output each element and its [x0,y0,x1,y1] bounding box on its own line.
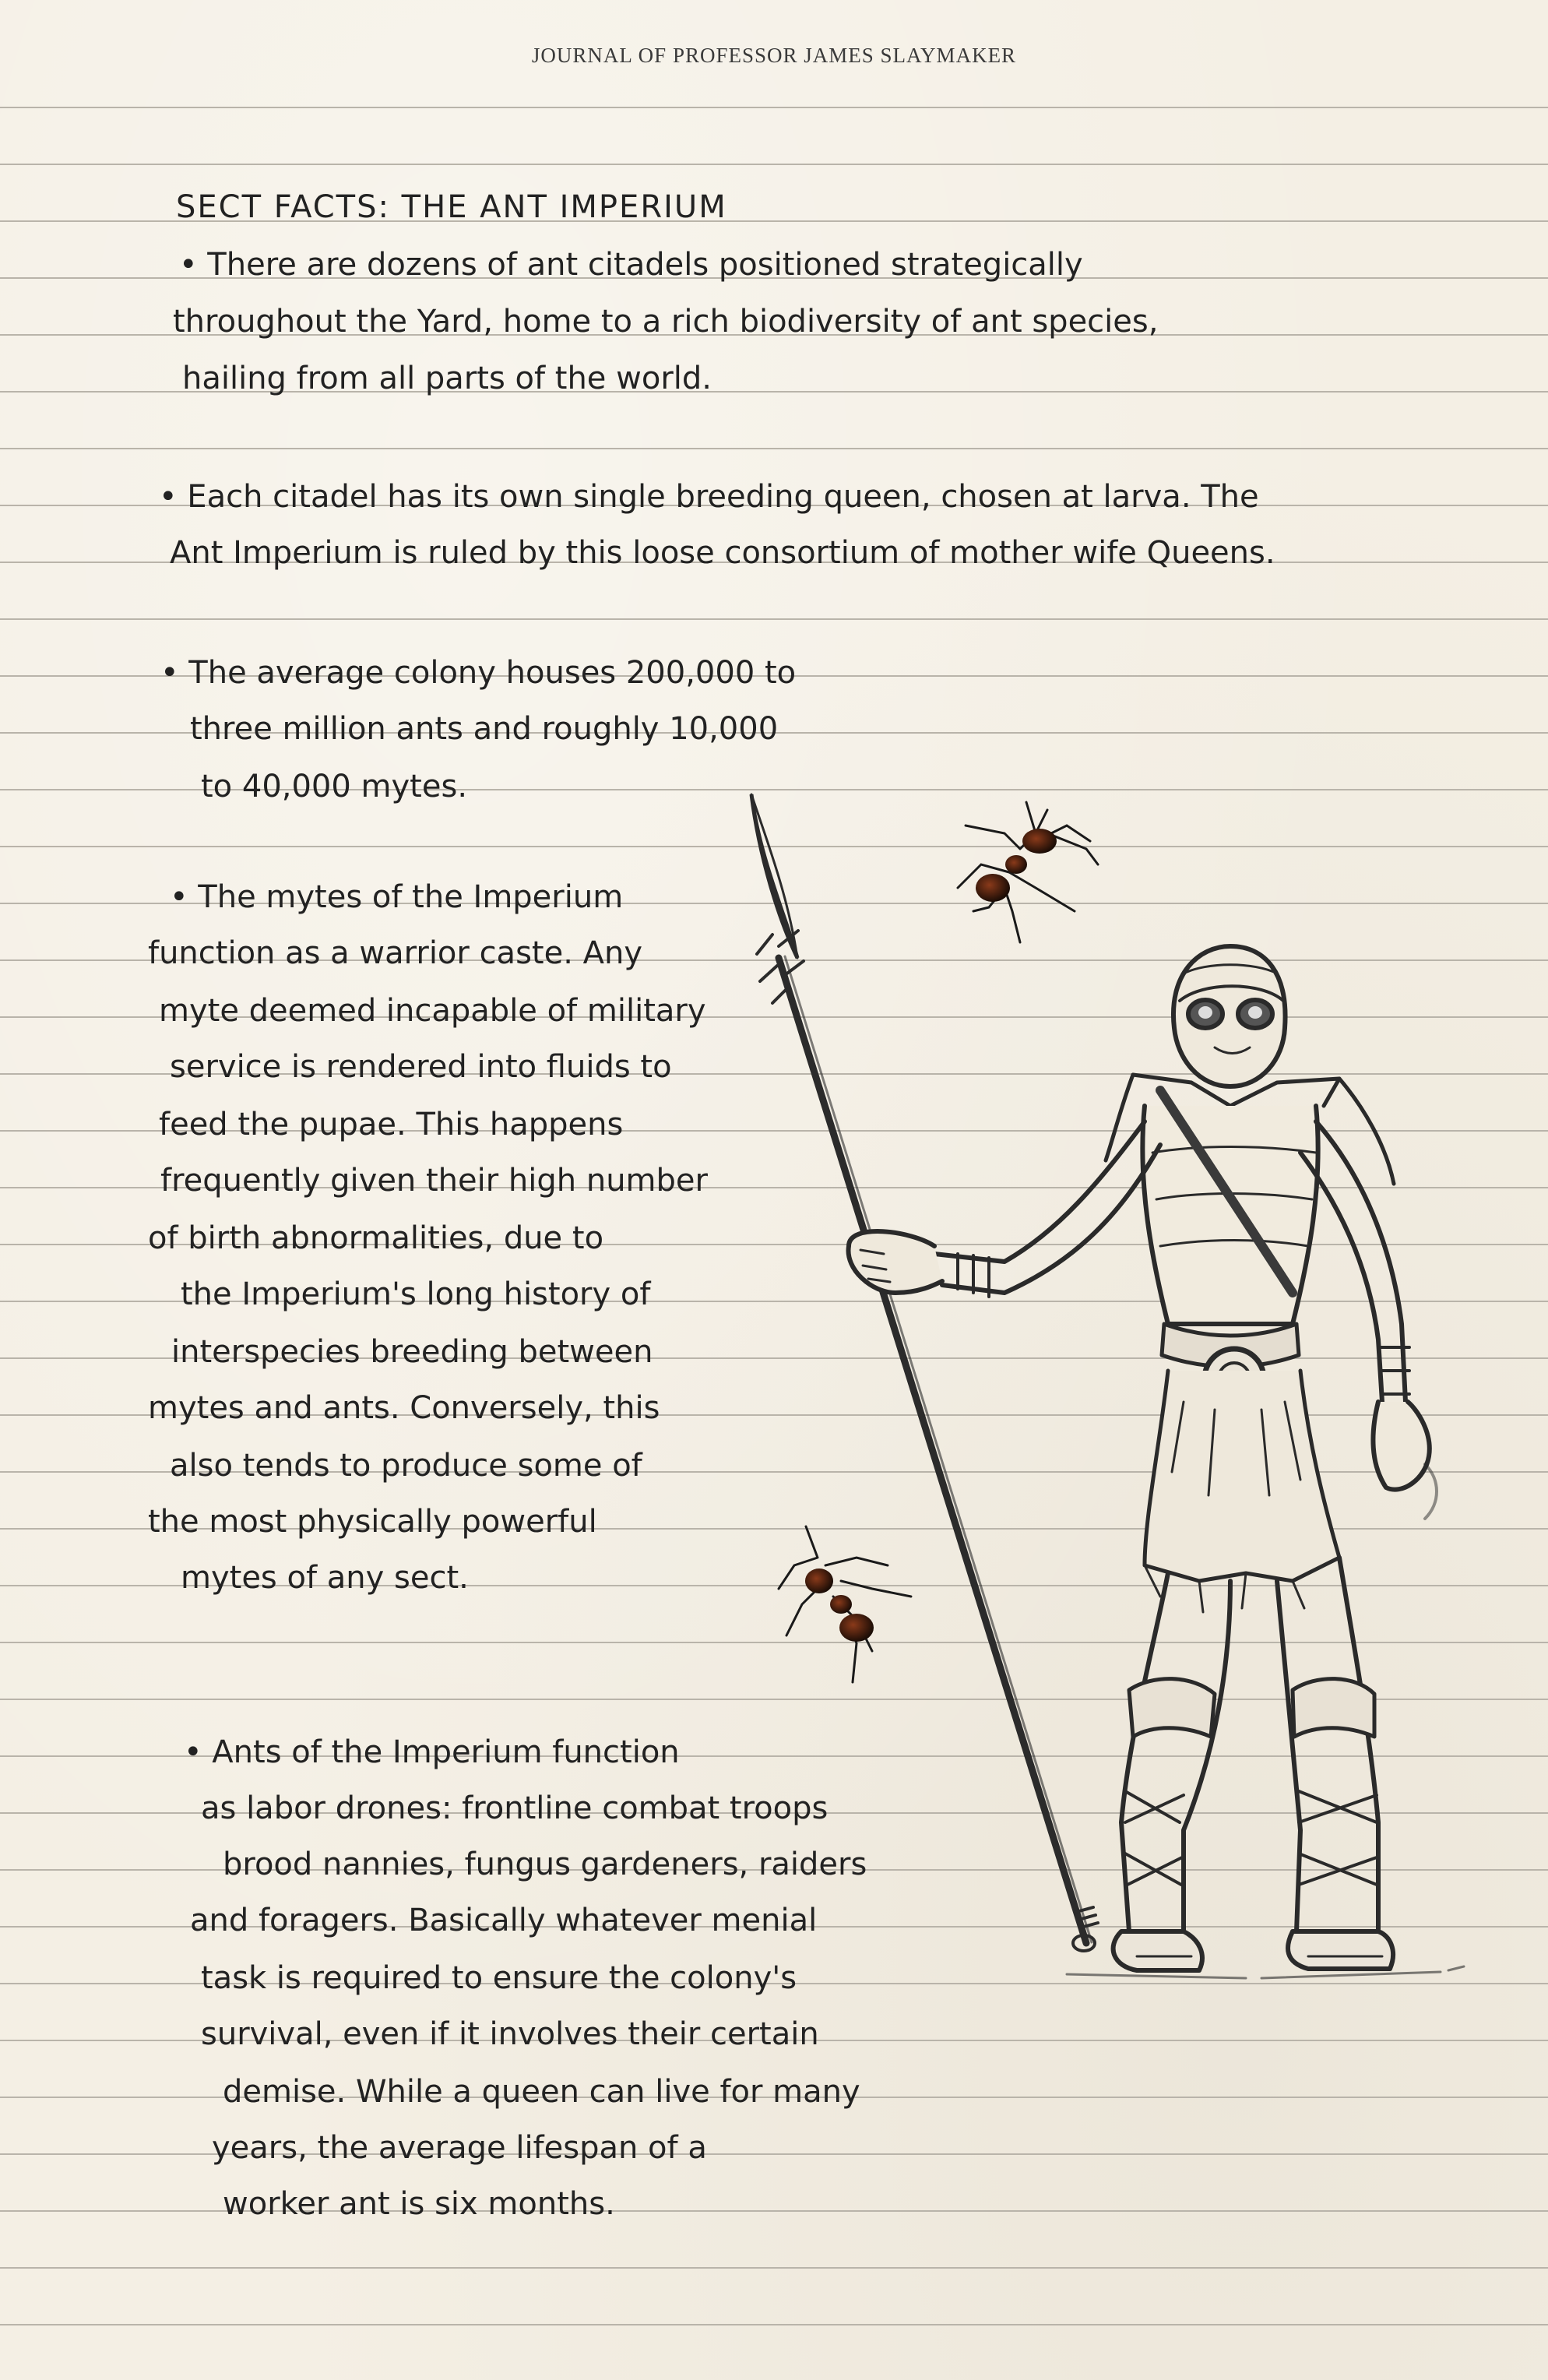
note-line-24: brood nannies, fungus gardeners, raiders [223,1847,867,1882]
note-line-27: survival, even if it involves their certain [201,2016,819,2052]
note-line-8: to 40,000 mytes. [201,769,468,804]
note-line-16: the Imperium's long history of [181,1276,651,1312]
note-line-28: demise. While a queen can live for many [223,2074,860,2110]
note-line-25: and foragers. Basically whatever menial [190,1903,818,1938]
note-line-23: as labor drones: frontline combat troops [201,1790,829,1826]
note-line-19: also tends to produce some of [170,1448,642,1484]
note-line-21: mytes of any sect. [181,1560,469,1596]
note-line-18: mytes and ants. Conversely, this [148,1390,660,1426]
note-line-1: • There are dozens of ant citadels positioned strategically [179,247,1083,283]
note-line-13: feed the pupae. This happens [159,1107,624,1142]
ant-illustration-upper [958,802,1098,942]
note-line-26: task is required to ensure the colony's [201,1960,797,1996]
sect-facts-title: SECT FACTS: THE ANT IMPERIUM [176,189,727,225]
note-line-3: hailing from all parts of the world. [182,361,712,396]
ant-illustration-lower [779,1526,911,1682]
note-line-30: worker ant is six months. [223,2186,615,2222]
note-line-22: • Ants of the Imperium function [184,1734,680,1770]
note-line-7: three million ants and roughly 10,000 [190,711,779,747]
warrior-figure [849,946,1464,1978]
note-line-2: throughout the Yard, home to a rich biodiversity of ant species, [173,304,1159,340]
note-line-17: interspecies breeding between [171,1334,653,1370]
note-line-15: of birth abnormalities, due to [148,1220,604,1256]
note-line-29: years, the average lifespan of a [212,2130,707,2166]
note-line-14: frequently given their high number [160,1163,708,1199]
note-line-6: • The average colony houses 200,000 to [160,655,797,691]
note-line-4: • Each citadel has its own single breeding queen, chosen at larva. The [159,479,1259,515]
note-line-9: • The mytes of the Imperium [170,879,624,915]
spear-drawing [751,794,1098,1951]
journal-header: JOURNAL OF PROFESSOR JAMES SLAYMAKER [531,44,1017,67]
note-line-12: service is rendered into fluids to [170,1049,672,1085]
note-line-5: Ant Imperium is ruled by this loose consortium of mother wife Queens. [170,535,1275,571]
note-line-11: myte deemed incapable of military [159,993,706,1029]
note-line-10: function as a warrior caste. Any [148,935,643,971]
note-line-20: the most physically powerful [148,1504,597,1540]
